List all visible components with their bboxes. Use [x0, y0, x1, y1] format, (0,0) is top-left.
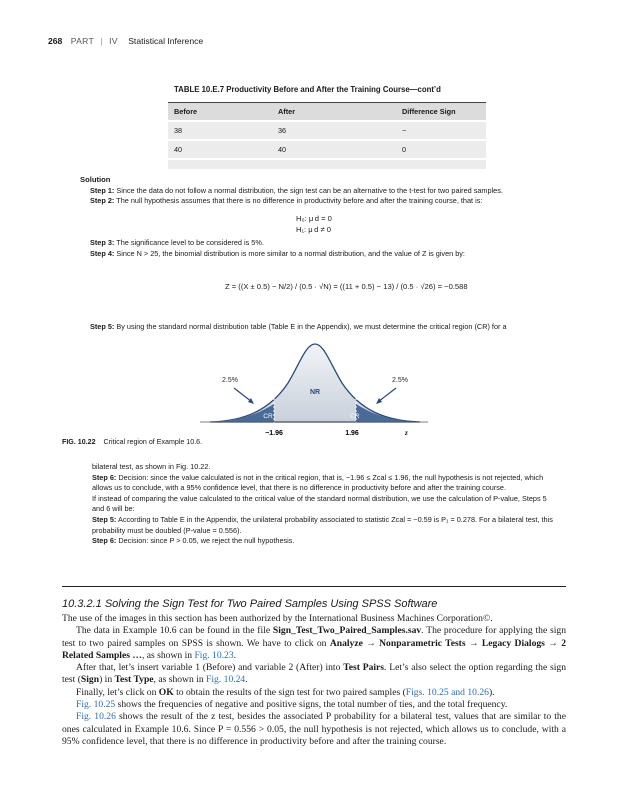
column-header: Before: [174, 107, 198, 116]
part-label: PART: [70, 36, 95, 46]
paragraph: Fig. 10.26 shows the result of the z test, besides the associated P probability for a bilateral test, values that are similar to the ones calculated in Example 10.6. Since P = 0.556 > 0.05, the null hypothesis is not rejected, which allows us to conclude, with a 95% confidence level, that there is no difference in productivity before and after the training course.: [62, 711, 566, 747]
part-title: Statistical Inference: [128, 36, 204, 46]
step-6: Step 6: Decision: since the value calculated is not in the critical region, that is, −1.96 ≤ Zcal ≤ 1.96, the null hypothesis is not rejected, which allows us to conclude, with a 95% confidence level, that there is no difference in productivity before and after the training course.: [92, 472, 544, 493]
column-header: Difference Sign: [402, 107, 456, 116]
continuation-line: bilateral test, as shown in Fig. 10.22.: [92, 462, 211, 471]
running-header: 268 PART | IV Statistical Inference: [48, 36, 204, 46]
step-4: Step 4: Since N > 25, the binomial distribution is more similar to a normal distribution, and the value of Z is given by:: [90, 248, 465, 258]
right-critical-value: 1.96: [345, 430, 359, 437]
nr-label: NR: [309, 389, 321, 396]
pvalue-intro: If instead of comparing the value calculated to the critical value of the standard normal distribution, we use the calculation of P-value, Steps 5 and 6 will be:: [92, 493, 547, 514]
section-heading: 10.3.2.1 Solving the Sign Test for Two Paired Samples Using SPSS Software: [62, 598, 438, 610]
cr-right-label: CR: [350, 413, 360, 420]
paragraph: After that, let’s insert variable 1 (Before) and variable 2 (After) into Test Pairs. Let’s also select the option regarding the sign test (Sign) in Test Type, as shown in Fig. 10.24.: [62, 662, 567, 686]
left-tail-label: 2.5%: [222, 377, 238, 384]
null-hypothesis: H₀: μ d = 0: [296, 214, 332, 223]
figure-link[interactable]: Fig. 10.24: [206, 674, 246, 686]
table-row: [168, 120, 486, 139]
solution-step-5: [80, 322, 560, 333]
axis-variable: z: [405, 429, 408, 437]
figure-link[interactable]: Fig. 10.23: [194, 649, 234, 661]
table-cell: 0: [402, 145, 407, 154]
part-number: IV: [109, 36, 118, 46]
step-1: Step 1: Since the data do not follow a normal distribution, the sign test can be an alternative to the t-test for two paired samples.: [90, 185, 503, 195]
table-cell: 36: [278, 126, 287, 135]
bell-curve: [210, 344, 420, 422]
z-equation: Z = ((X ± 0.5) − N/2) / (0.5 · √N) = ((11 + 0.5) − 13) / (0.5 · √26) = −0.588: [225, 282, 468, 291]
solution-block: [80, 175, 560, 207]
table-cell: 38: [174, 126, 183, 135]
cr-left-label: CR: [263, 413, 273, 420]
table-caption: TABLE 10.E.7 Productivity Before and After the Training Course—cont’d: [174, 85, 441, 94]
left-critical-value: −1.96: [265, 430, 283, 437]
step-5: Step 5: By using the standard normal distribution table (Table E in the Appendix), we must determine the critical region (CR) for a: [90, 322, 507, 331]
table-row: [168, 139, 486, 158]
paragraph: Fig. 10.25 shows the frequencies of negative and positive signs, the total number of ties, and the total frequency.: [76, 699, 508, 711]
figure-link[interactable]: Figs. 10.25 and 10.26: [405, 686, 489, 698]
section-body: [62, 613, 566, 748]
column-header: After: [278, 107, 296, 116]
step-5-pvalue: Step 5: According to Table E in the Appendix, the unilateral probability associated to statistic Zcal = −0.59 is P₁ = 0.278. For a bilateral test, this probability must be doubled (P-value = 0.556).: [92, 514, 553, 535]
figure-link[interactable]: Fig. 10.26: [76, 711, 116, 723]
step-3: Step 3: The significance level to be considered is 5%.: [90, 238, 264, 247]
step-2: Step 2: The null hypothesis assumes that there is no difference in productivity before and after the training course, that is:: [90, 196, 483, 206]
table-header-row: [168, 103, 486, 120]
solution-title: Solution: [80, 175, 111, 184]
step-6-pvalue: Step 6: Decision: since P > 0.05, we reject the null hypothesis.: [92, 536, 295, 546]
paragraph: The use of the images in this section has been authorized by the International Business Machines Corporation©.: [62, 613, 493, 624]
figure-link[interactable]: Fig. 10.25: [76, 699, 116, 711]
table-cell: 40: [174, 145, 183, 154]
after-figure-text: [92, 462, 560, 547]
normal-distribution-figure: [200, 338, 430, 438]
table-cell: −: [402, 126, 407, 135]
figure-caption: FIG. 10.22 Critical region of Example 10.6.: [62, 438, 203, 446]
paragraph: Finally, let’s click on OK to obtain the results of the sign test for two paired samples (Figs. 10.25 and 10.26).: [76, 686, 495, 698]
table-cell: 40: [278, 145, 287, 154]
data-table: [168, 82, 486, 169]
alt-hypothesis: H₁: μ d ≠ 0: [296, 225, 331, 234]
paragraph: The data in Example 10.6 can be found in the file Sign_Test_Two_Paired_Samples.sav. The procedure for applying the sign test to two paired samples on SPSS is shown. We have to click on Analyze → Nonparametric Tests → Legacy Dialogs → 2 Related Samples …, as shown in Fig. 10.23.: [62, 625, 567, 661]
solution-steps-3-4: [80, 238, 560, 259]
section-divider: [62, 586, 566, 587]
right-tail-label: 2.5%: [392, 377, 408, 384]
page-number: 268: [48, 36, 63, 46]
